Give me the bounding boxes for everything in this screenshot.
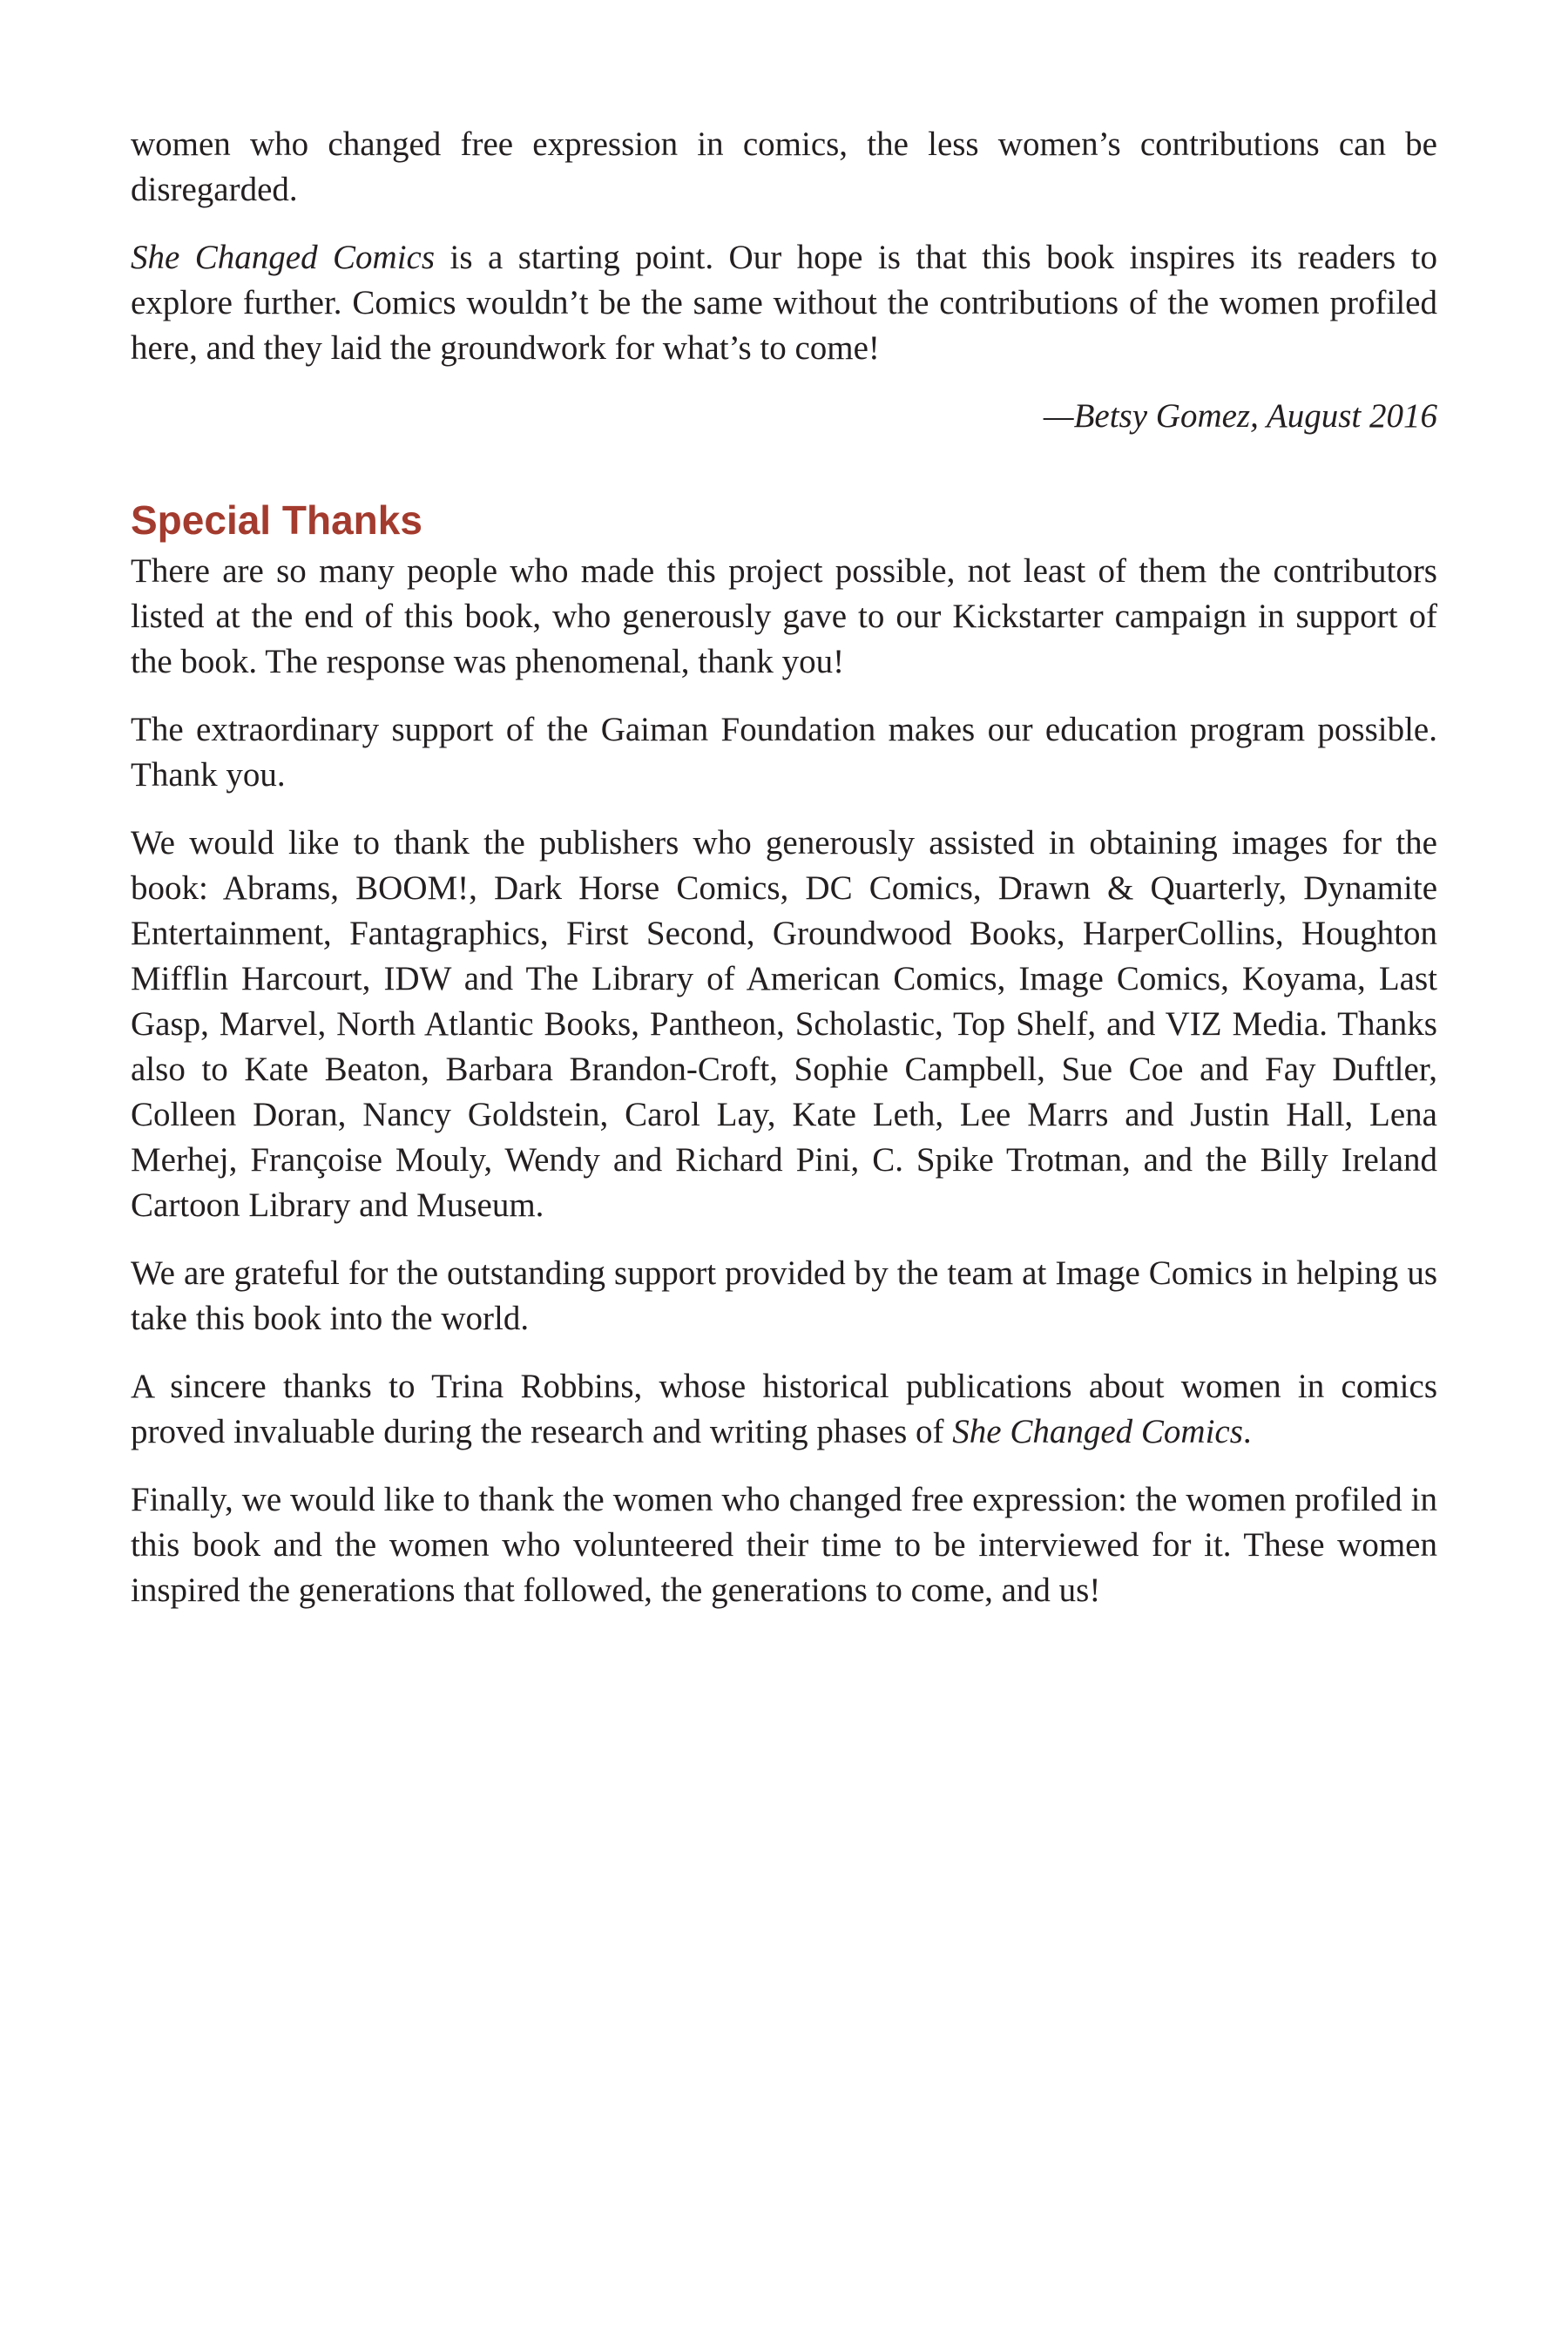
thanks-paragraph-1: There are so many people who made this project possible, not least of them the contributors listed at the end of this book, who generously gave to our Kickstarter campaign in support of the book. The response was phenomenal, thank you! (131, 552, 1437, 680)
thanks-paragraph-5-end: . (1242, 1413, 1252, 1450)
thanks-paragraph-3: We would like to thank the publishers who generously assisted in obtaining images for the book: Abrams, BOOM!, Dark Horse Comics, DC Comics, Drawn & Quarterly, Dynamite Entertainment, Fantagraphics, First Second, Groundwood Books, HarperCollins, Houghton Mifflin Harcourt, IDW and The Library of American Comics, Image Comics, Koyama, Last Gasp, Marvel, North Atlantic Books, Pantheon, Scholastic, Top Shelf, and VIZ Media. Thanks also to Kate Beaton, Barbara Brandon-Croft, Sophie Campbell, Sue Coe and Fay Duftler, Colleen Doran, Nancy Goldstein, Carol Lay, Kate Leth, Lee Marrs and Justin Hall, Lena Merhej, Françoise Mouly, Wendy and Richard Pini, C. Spike Trotman, and the Billy Ireland Cartoon Library and Museum. (131, 824, 1437, 1224)
thanks-paragraph-5-text: A sincere thanks to Trina Robbins, whose historical publications about women in comics proved invaluable during the research and writing phases of (131, 1368, 1437, 1450)
thanks-paragraph-4: We are grateful for the outstanding support provided by the team at Image Comics in helping us take this book into the world. (131, 1254, 1437, 1337)
thanks-paragraph-5 (131, 1364, 1437, 1455)
thanks-paragraph-6: Finally, we would like to thank the women who changed free expression: the women profiled in this book and the women who volunteered their time to be interviewed for it. These women inspired the generations that followed, the generations to come, and us! (131, 1481, 1437, 1609)
special-thanks-heading: Special Thanks (131, 497, 422, 543)
intro-paragraph-2-text: is a starting point. Our hope is that this book inspires its readers to explore further. Comics wouldn’t be the same without the contributions of the women profiled here, and they laid the groundwork for what’s to come! (131, 239, 1437, 367)
intro-paragraph-2 (131, 235, 1437, 371)
document-page (131, 122, 1437, 1613)
book-title: She Changed Comics (952, 1413, 1243, 1450)
author-signature: —Betsy Gomez, August 2016 (1043, 397, 1437, 435)
book-title: She Changed Comics (131, 239, 436, 276)
thanks-paragraph-2: The extraordinary support of the Gaiman Foundation makes our education program possible. Thank you. (131, 711, 1437, 794)
intro-paragraph-1: women who changed free expression in comics, the less women’s contributions can be disregarded. (131, 125, 1437, 208)
